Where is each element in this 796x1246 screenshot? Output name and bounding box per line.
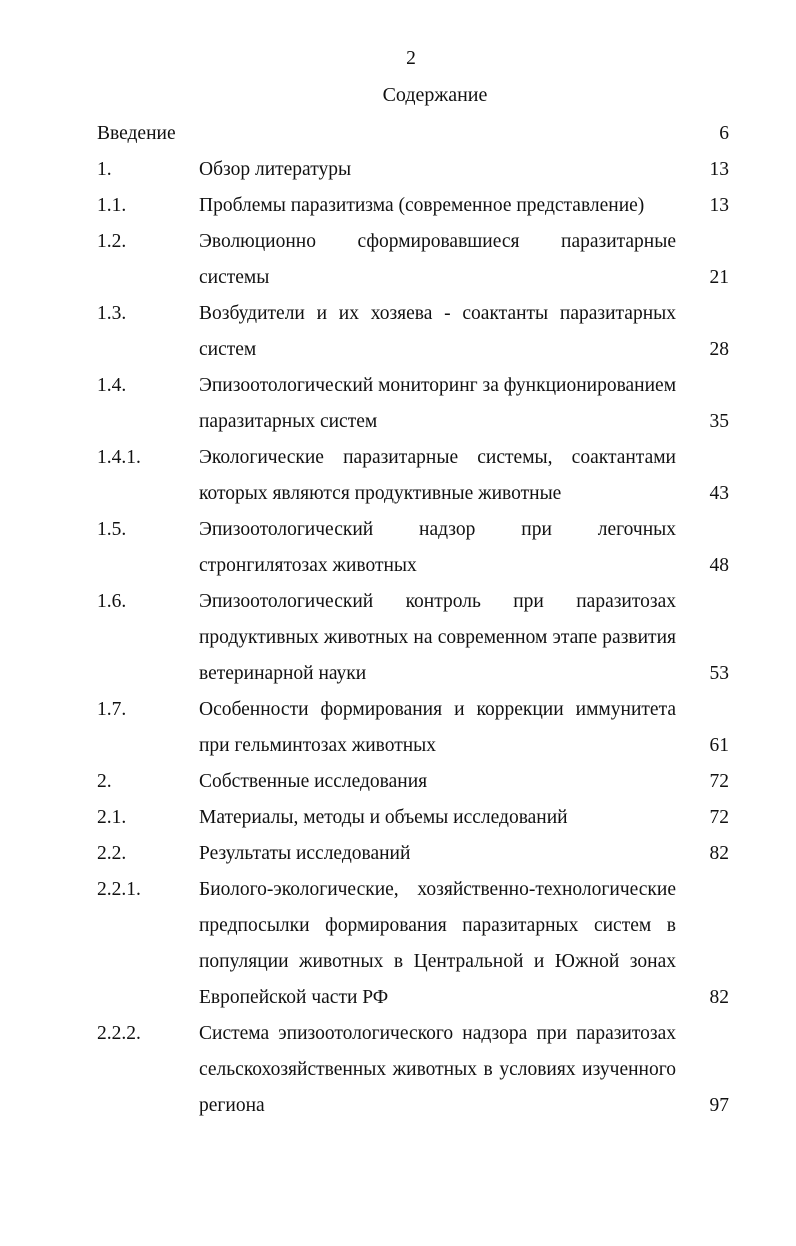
toc-entry-page: 97 (709, 1095, 729, 1116)
toc-entry-number: 2.2.2. (97, 1023, 141, 1044)
toc-entry-number: 2.2. (97, 843, 127, 864)
toc-line (0, 116, 796, 152)
toc-line (0, 728, 796, 764)
toc-entry-text: ветеринарной науки (199, 663, 367, 684)
toc-entry-number: 2. (97, 771, 112, 792)
toc-entry-page: 6 (719, 123, 729, 144)
toc-entry-text: Результаты исследований (199, 843, 411, 864)
toc-line (0, 260, 796, 296)
toc-entry-page: 48 (709, 555, 729, 576)
toc-entry-page: 72 (709, 771, 729, 792)
page-title: Содержание (382, 84, 488, 106)
toc-entry-text: Возбудители и их хозяева - соактанты паразитарных (199, 303, 676, 324)
toc-entry-number: 1.4. (97, 375, 127, 396)
toc-entry-number: 1.6. (97, 591, 127, 612)
toc-entry-number: 2.2.1. (97, 879, 141, 900)
toc-entry-page: 82 (709, 843, 729, 864)
toc-entry-number: 1. (97, 159, 112, 180)
toc-line (0, 368, 796, 404)
toc-line (0, 944, 796, 980)
toc-entry-page: 21 (709, 267, 729, 288)
toc-entry-text: Обзор литературы (199, 159, 352, 180)
toc-entry-page: 53 (709, 663, 729, 684)
toc-entry-text: региона (199, 1095, 265, 1116)
toc-entry-text: Экологические паразитарные системы, соактантами (199, 447, 676, 468)
toc-line (0, 476, 796, 512)
toc-entry-number: 1.3. (97, 303, 127, 324)
toc-line (0, 548, 796, 584)
toc-line (0, 1052, 796, 1088)
toc-line (0, 404, 796, 440)
toc-entry-page: 72 (709, 807, 729, 828)
toc-entry-text: системы (199, 267, 270, 288)
toc-entry-text: Проблемы паразитизма (современное представление) (199, 195, 645, 216)
toc-line (0, 656, 796, 692)
toc-entry-number: 1.7. (97, 699, 127, 720)
toc-entry-text: Эволюционно сформировавшиеся паразитарные (199, 231, 676, 252)
toc-line (0, 908, 796, 944)
toc-entry-text: которых являются продуктивные животные (199, 483, 562, 504)
toc-entry-number: 1.4.1. (97, 447, 141, 468)
toc-entry-number: 1.1. (97, 195, 127, 216)
toc-entry-text: Европейской части РФ (199, 987, 389, 1008)
toc-entry-text: Эпизоотологический надзор при легочных (199, 519, 676, 540)
toc-entry-text: Биолого-экологические, хозяйственно-технологические (199, 879, 676, 900)
toc-entry-text: предпосылки формирования паразитарных систем в (199, 915, 676, 936)
table-of-contents (0, 116, 796, 1124)
toc-line (0, 584, 796, 620)
toc-line (0, 332, 796, 368)
toc-entry-text: Система эпизоотологического надзора при паразитозах (199, 1023, 676, 1044)
toc-line (0, 512, 796, 548)
toc-line (0, 152, 796, 188)
toc-entry-text: сельскохозяйственных животных в условиях изученного (199, 1059, 676, 1080)
toc-line (0, 692, 796, 728)
toc-entry-text: Собственные исследования (199, 771, 428, 792)
toc-entry-number: 2.1. (97, 807, 127, 828)
toc-line (0, 1088, 796, 1124)
toc-entry-page: 61 (709, 735, 729, 756)
toc-entry-number: 1.5. (97, 519, 127, 540)
toc-entry-text: Материалы, методы и объемы исследований (199, 807, 568, 828)
toc-line (0, 440, 796, 476)
toc-entry-page: 28 (709, 339, 729, 360)
toc-entry-page: 82 (709, 987, 729, 1008)
toc-entry-text: Эпизоотологический контроль при паразитозах (199, 591, 676, 612)
toc-entry-text: стронгилятозах животных (199, 555, 417, 576)
toc-line (0, 224, 796, 260)
toc-entry-number: 1.2. (97, 231, 127, 252)
toc-entry-page: 13 (709, 195, 729, 216)
toc-entry-page: 13 (709, 159, 729, 180)
toc-line (0, 296, 796, 332)
toc-entry-text: продуктивных животных на современном этапе развития (199, 627, 676, 648)
toc-entry-text: популяции животных в Центральной и Южной зонах (199, 951, 676, 972)
toc-line (0, 764, 796, 800)
toc-entry-text: при гельминтозах животных (199, 735, 437, 756)
toc-line (0, 1016, 796, 1052)
toc-entry-text: Эпизоотологический мониторинг за функционированием (199, 375, 677, 396)
toc-line (0, 980, 796, 1016)
toc-entry-page: 43 (709, 483, 729, 504)
toc-line (0, 836, 796, 872)
toc-line (0, 188, 796, 224)
page-number: 2 (406, 48, 416, 69)
toc-entry-page: 35 (709, 411, 729, 432)
toc-entry-number: Введение (97, 123, 176, 144)
toc-line (0, 800, 796, 836)
toc-entry-text: Особенности формирования и коррекции иммунитета (199, 699, 676, 720)
toc-entry-text: паразитарных систем (199, 411, 378, 432)
toc-entry-text: систем (199, 339, 257, 360)
toc-line (0, 872, 796, 908)
toc-line (0, 620, 796, 656)
